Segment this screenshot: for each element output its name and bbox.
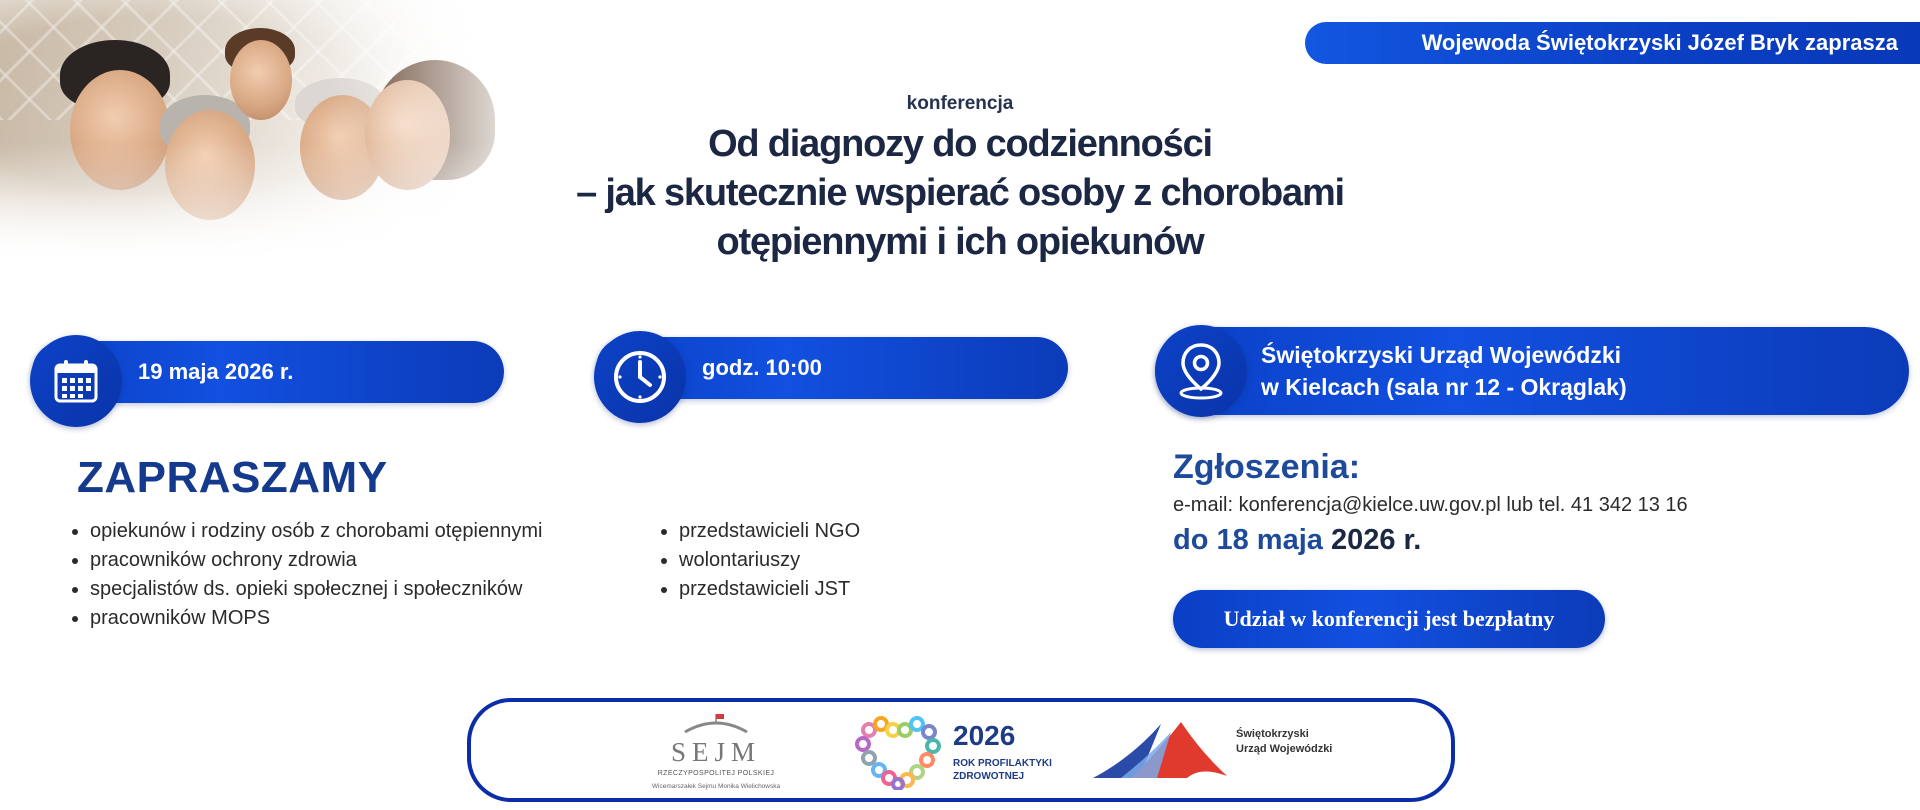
place-line: w Kielcach (sala nr 12 - Okrąglak): [1261, 374, 1627, 400]
registration-heading: Zgłoszenia:: [1173, 448, 1361, 486]
partner-logos-bar: [467, 698, 1455, 802]
host-banner: Wojewoda Świętokrzyski Józef Bryk zaprasza: [1305, 22, 1920, 64]
date-pill: [32, 341, 504, 403]
suw-line: Urząd Wojewódzki: [1236, 743, 1333, 755]
list-item: opiekunów i rodziny osób z chorobami otępiennymi: [70, 517, 542, 546]
place-pill: [1155, 327, 1909, 415]
clock-icon: [594, 331, 686, 423]
free-participation-badge: Udział w konferencji jest bezpłatny: [1173, 590, 1605, 648]
audience-list-left: [70, 517, 542, 633]
event-time: godz. 10:00: [702, 355, 822, 380]
title-line: Od diagnozy do codzienności: [708, 123, 1212, 165]
list-item: pracowników MOPS: [70, 604, 542, 633]
list-item: pracowników ochrony zdrowia: [70, 546, 542, 575]
header-family-photo: [0, 0, 540, 260]
suw-line: Świętokrzyski: [1236, 728, 1309, 740]
calendar-icon: [30, 335, 122, 427]
event-date: 19 maja 2026 r.: [138, 359, 294, 384]
list-item: wolontariuszy: [659, 546, 860, 575]
audience-list-right: [659, 517, 860, 604]
invite-heading: ZAPRASZAMY: [77, 453, 388, 502]
sejm-dome-icon: [681, 712, 751, 734]
sejm-caption: Wicemarszałek Sejmu Monika Wielichowska: [651, 783, 781, 790]
sejm-wordmark: SEJM: [670, 737, 762, 767]
sejm-logo: [641, 704, 791, 800]
photo-fade-overlay: [0, 0, 540, 260]
rok-year: 2026: [953, 720, 1016, 751]
registration-contact: e-mail: konferencja@kielce.uw.gov.pl lub tel. 41 342 13 16: [1173, 494, 1688, 516]
map-pin-icon: [1155, 325, 1247, 417]
deadline-date: do 18 maja: [1173, 524, 1331, 556]
rok-profilaktyki-logo: [853, 712, 1073, 792]
suw-tent-icon: [1091, 718, 1231, 782]
rok-line: ZDROWOTNEJ: [953, 771, 1025, 782]
time-pill: [596, 337, 1068, 399]
list-item: specjalistów ds. opieki społecznej i społeczników: [70, 575, 542, 604]
event-kicker: konferencja: [906, 93, 1014, 114]
title-line: otępiennymi i ich opiekunów: [716, 221, 1204, 263]
event-place: [1261, 339, 1627, 403]
list-item: przedstawicieli NGO: [659, 517, 860, 546]
event-title: [480, 120, 1440, 267]
place-line: Świętokrzyski Urząd Wojewódzki: [1261, 342, 1622, 368]
list-item: przedstawicieli JST: [659, 575, 860, 604]
ribbon-heart-icon: [853, 714, 943, 790]
rok-line: ROK PROFILAKTYKI: [953, 758, 1052, 769]
sejm-subtitle: RZECZYPOSPOLITEJ POLSKIEJ: [657, 770, 775, 777]
title-line: – jak skutecznie wspierać osoby z chorobami: [576, 172, 1344, 214]
suw-logo: [1091, 716, 1351, 786]
deadline-year: 2026 r.: [1330, 524, 1422, 556]
registration-deadline: [1173, 524, 1421, 557]
